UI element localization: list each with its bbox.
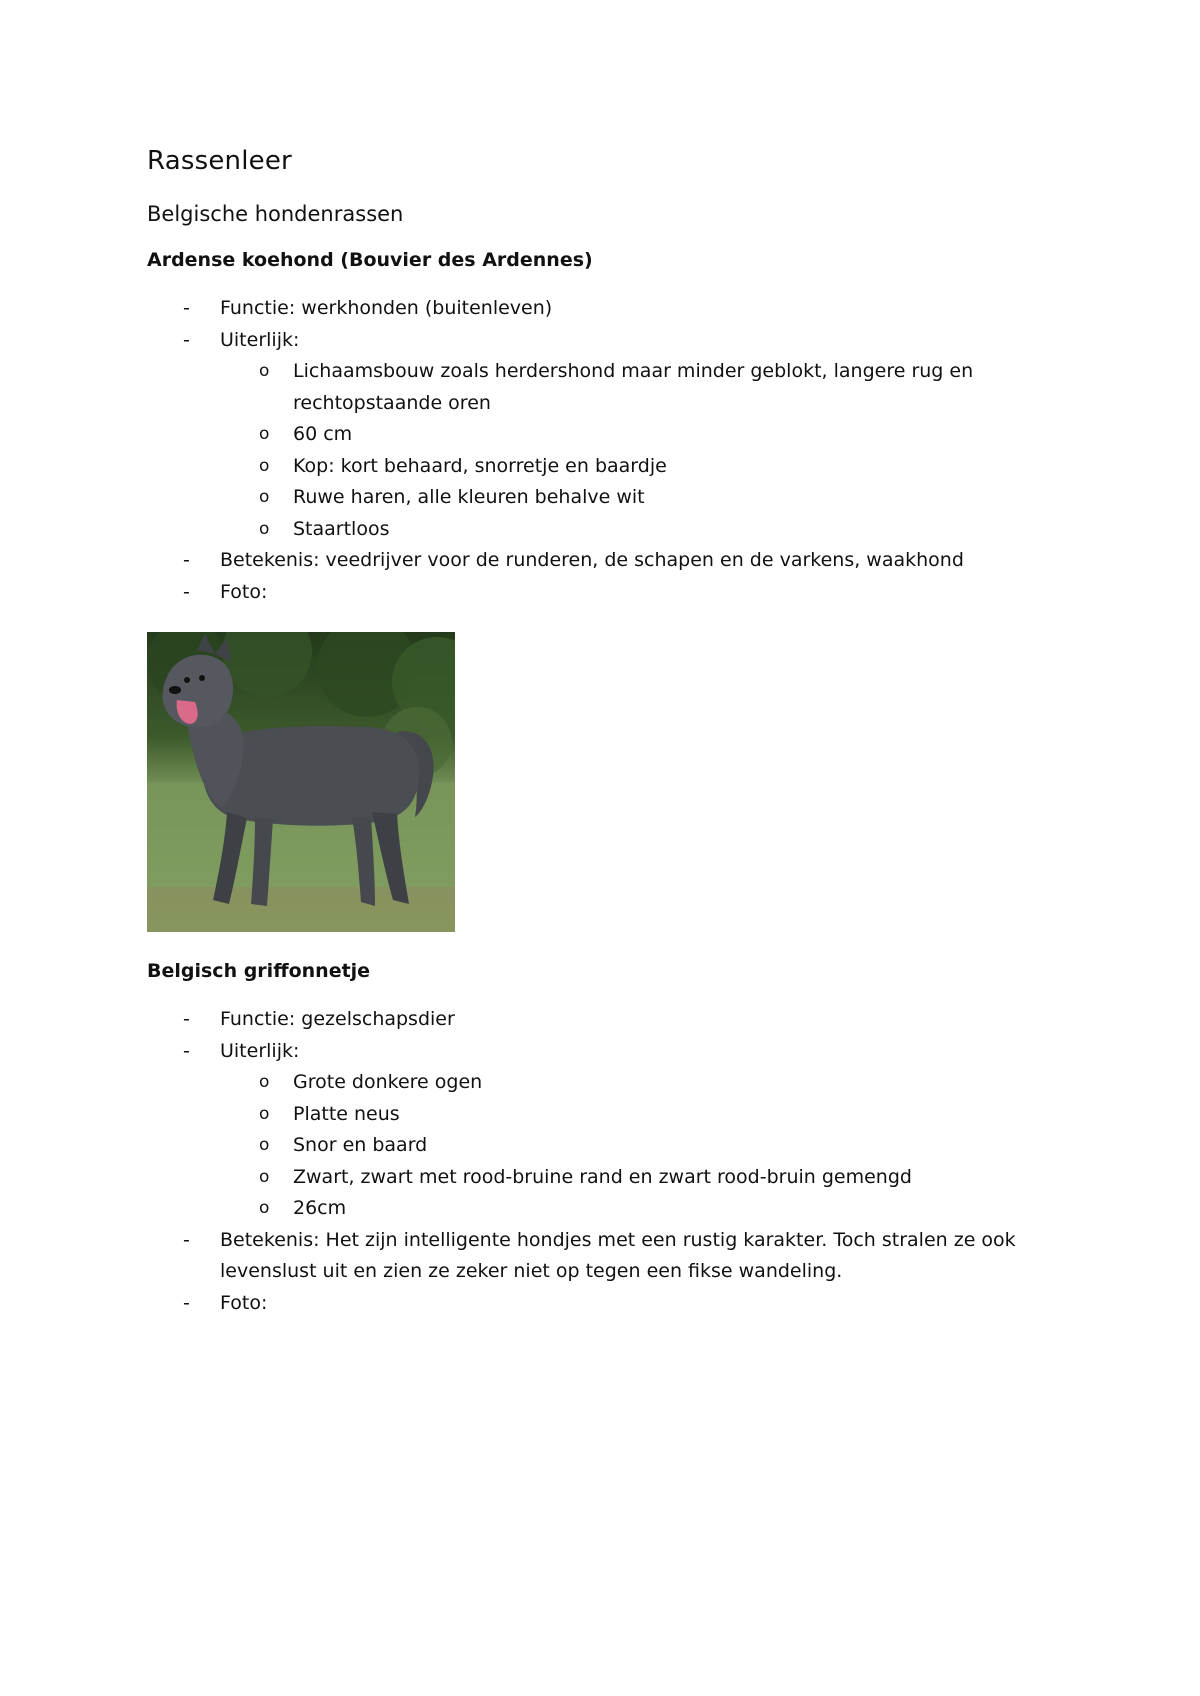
- document-content: [147, 146, 1047, 1319]
- meaning-item: - Betekenis: veedrijver voor de runderen, de schapen en de varkens, waakhond: [220, 545, 1047, 577]
- breed-details-list: [147, 1004, 1047, 1319]
- breed-details-list: [147, 293, 1047, 608]
- appearance-label: Uiterlijk:: [220, 1039, 300, 1062]
- appearance-detail: o Lichaamsbouw zoals herdershond maar minder geblokt, langere rug en rechtopstaande oren: [293, 356, 1047, 419]
- dog-photo-illustration: [147, 632, 455, 932]
- appearance-detail: o Staartloos: [293, 514, 1047, 546]
- document-subtitle: Belgische hondenrassen: [147, 202, 404, 226]
- function-item: - Functie: gezelschapsdier: [220, 1004, 1047, 1036]
- breed-title: Belgisch griffonnetje: [147, 960, 371, 982]
- document-title: Rassenleer: [147, 146, 292, 176]
- meaning-item: - Betekenis: Het zijn intelligente hondjes met een rustig karakter. Toch stralen ze ook levenslust uit en zien ze zeker niet op tegen een fikse wandeling.: [220, 1225, 1047, 1288]
- appearance-detail: o Zwart, zwart met rood-bruine rand en zwart rood-bruin gemengd: [293, 1162, 1047, 1194]
- breed-section-belgisch-griffonnetje: [147, 960, 1047, 1319]
- appearance-detail: o Ruwe haren, alle kleuren behalve wit: [293, 482, 1047, 514]
- photo-label-item: - Foto:: [220, 1288, 1047, 1320]
- appearance-item: [220, 325, 1047, 546]
- appearance-detail: o 60 cm: [293, 419, 1047, 451]
- appearance-list: [220, 1067, 1047, 1225]
- appearance-detail: o Platte neus: [293, 1099, 1047, 1131]
- dog-photo: [147, 632, 455, 932]
- photo-label-item: - Foto:: [220, 577, 1047, 609]
- breed-title: Ardense koehond (Bouvier des Ardennes): [147, 249, 593, 271]
- appearance-item: [220, 1036, 1047, 1225]
- appearance-detail: o 26cm: [293, 1193, 1047, 1225]
- breed-section-ardense-koehond: [147, 249, 1047, 932]
- appearance-detail: o Grote donkere ogen: [293, 1067, 1047, 1099]
- appearance-label: Uiterlijk:: [220, 328, 300, 351]
- appearance-list: [220, 356, 1047, 545]
- appearance-detail: o Snor en baard: [293, 1130, 1047, 1162]
- appearance-detail: o Kop: kort behaard, snorretje en baardje: [293, 451, 1047, 483]
- function-item: - Functie: werkhonden (buitenleven): [220, 293, 1047, 325]
